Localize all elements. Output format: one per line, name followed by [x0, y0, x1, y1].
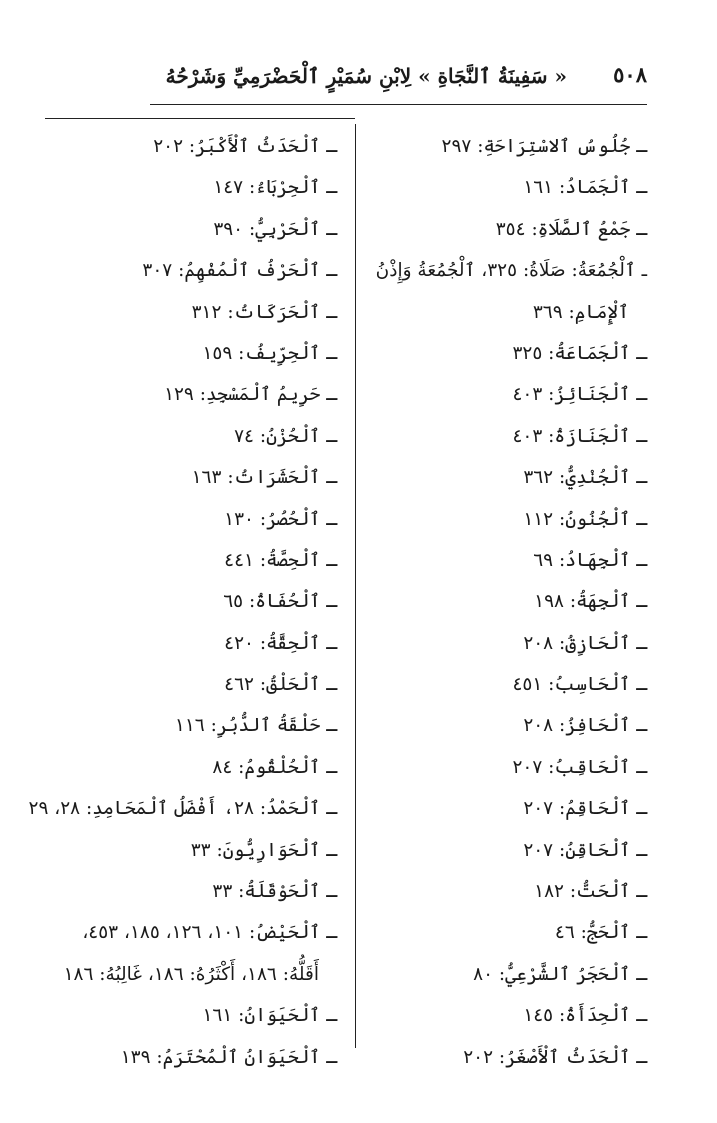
header-rule: [150, 104, 647, 105]
index-entry: ـ ٱلْحَاقِنُ: ٢٠٧: [523, 839, 647, 861]
index-entry: ـ ٱلْجُنُونُ: ١١٢: [523, 508, 647, 530]
index-column-right: [357, 126, 647, 1078]
index-entry: ـ ٱلْحَافِزُ: ٢٠٨: [523, 715, 647, 737]
index-entry: ـ ٱلْحِرِّيفُ: ١٥٩: [202, 342, 337, 364]
index-entry: ـ ٱلْجَمَادُ: ١٦١: [523, 177, 647, 199]
index-entry-continuation: ٱلْإِمَامِ: ٣٦٩: [532, 301, 629, 323]
index-entry: ـ ٱلْحَتُّ: ١٨٢: [534, 881, 647, 903]
index-entry: ـ ٱلْحَرَكَاتُ: ٣١٢: [191, 301, 337, 323]
index-entry: ـ ٱلْحَيَوَانُ: ١٦١: [202, 1005, 337, 1027]
index-entry: ـ ٱلْحَاقِبُ: ٢٠٧: [512, 756, 647, 778]
index-entry: ـ ٱلْحَلْقُ: ٤٦٢: [224, 674, 337, 696]
index-entry-continuation: أَقَلُّهُ: ١٨٦، أَكْثَرُهُ: ١٨٦، غَالِبُهُ: ١٨٦: [63, 963, 319, 985]
index-entry: ـ ٱلْجِهَادُ: ٦٩: [533, 549, 647, 571]
index-entry: ـ ٱلْجَنَازَةُ: ٤٠٣: [512, 425, 647, 447]
index-entry: ـ ٱلْحَيْضُ: ١٠١، ١٢٦، ١٨٥، ٤٥٣،: [82, 922, 337, 944]
index-entry: ـ ٱلْحِقَّةُ: ٤٢٠: [224, 632, 337, 654]
index-entry: ـ حَلْقَةُ ٱلدُّبُرِ: ١١٦: [174, 715, 337, 737]
index-entry: ـ ٱلْحَشَرَاتُ: ١٦٣: [191, 467, 337, 489]
index-entry: ـ ٱلْحِصَّةُ: ٤٤١: [224, 549, 337, 571]
page-header: [150, 60, 647, 104]
index-entry: ـ ٱلْحَازِقُ: ٢٠٨: [523, 632, 647, 654]
index-entry: ـ ٱلْجَمَاعَةُ: ٣٢٥: [512, 342, 647, 364]
index-entry: ـ ٱلْحِدَأَةُ: ١٤٥: [523, 1005, 647, 1027]
index-entry: ـ ٱلْحَرْفُ ٱلْمُفْهِمُ: ٣٠٧: [142, 260, 337, 282]
index-entry: ـ ٱلْحُزْنُ: ٧٤: [234, 425, 337, 447]
index-column-left: [28, 126, 337, 1078]
index-entry: ـ حَرِيمُ ٱلْمَسْجِدِ: ١٢٩: [164, 384, 337, 406]
index-entry: ـ ٱلْحَاقِمُ: ٢٠٧: [523, 798, 647, 820]
index-entry: ـ ٱلْحَمْدُ: ٢٨، أَفْضَلُ ٱلْمَحَامِدِ: ٢٨، ٢٩: [28, 798, 337, 820]
index-entry: ـ ٱلْحُفَاةُ: ٦٥: [223, 591, 337, 613]
index-entry: ـ ٱلْحَيَوَانُ ٱلْمُحْتَرَمُ: ١٣٩: [120, 1046, 337, 1068]
index-entry: ـ ٱلْجَنَائِزُ: ٤٠٣: [512, 384, 647, 406]
index-entry: ـ ٱلْحَجَرُ ٱلشَّرْعِيُّ: ٨٠: [473, 963, 647, 985]
index-entry: ـ جَمْعُ ٱلصَّلَاةِ: ٣٥٤: [495, 218, 647, 240]
index-entry: ـ ٱلْحُلْقُومُ: ٨٤: [212, 756, 337, 778]
index-entry: ـ ٱلْحَوْقَلَةُ: ٣٣: [212, 881, 337, 903]
index-entry: ـ ٱلْجُنْدِيُّ: ٣٦٢: [523, 467, 647, 489]
index-entry: ـ ٱلْحَجُّ: ٤٦: [554, 922, 647, 944]
index-entry: ـ ٱلْحَاسِبُ: ٤٥١: [512, 674, 647, 696]
running-title: « سَفِينَةُ ٱلنَّجَاةِ » لِابْنِ سُمَيْرٍ ٱلْحَضْرَمِيِّ وَشَرْحُهُ: [165, 64, 567, 88]
index-entry: ـ ٱلْحَرْبِيُّ: ٣٩٠: [213, 218, 337, 240]
index-entry: ـ ٱلْحَدَثُ ٱلْأَصْغَرُ: ٢٠٢: [463, 1046, 647, 1068]
column-divider: [355, 124, 356, 1048]
page-number: ٥٠٨: [613, 62, 647, 87]
left-column-top-rule: [45, 118, 355, 119]
index-entry: ـ ٱلْحَدَثُ ٱلْأَكْبَرُ: ٢٠٢: [153, 136, 337, 157]
index-entry: ـ جُلُوسُ ٱلاسْتِرَاحَةِ: ٢٩٧: [441, 136, 647, 157]
index-entry: ـ ٱلْجُمُعَةُ: صَلَاةُ: ٣٢٥، ٱلْجُمُعَةُ وَإِذْنُ: [375, 260, 647, 282]
index-entry: ـ ٱلْجِهَةُ: ١٩٨: [534, 591, 647, 613]
index-entry: ـ ٱلْحَوَارِيُّونَ: ٣٣: [190, 839, 337, 861]
index-entry: ـ ٱلْحُصُرُ: ١٣٠: [224, 508, 337, 530]
index-entry: ـ ٱلْحِرْبَاءُ: ١٤٧: [213, 177, 337, 199]
